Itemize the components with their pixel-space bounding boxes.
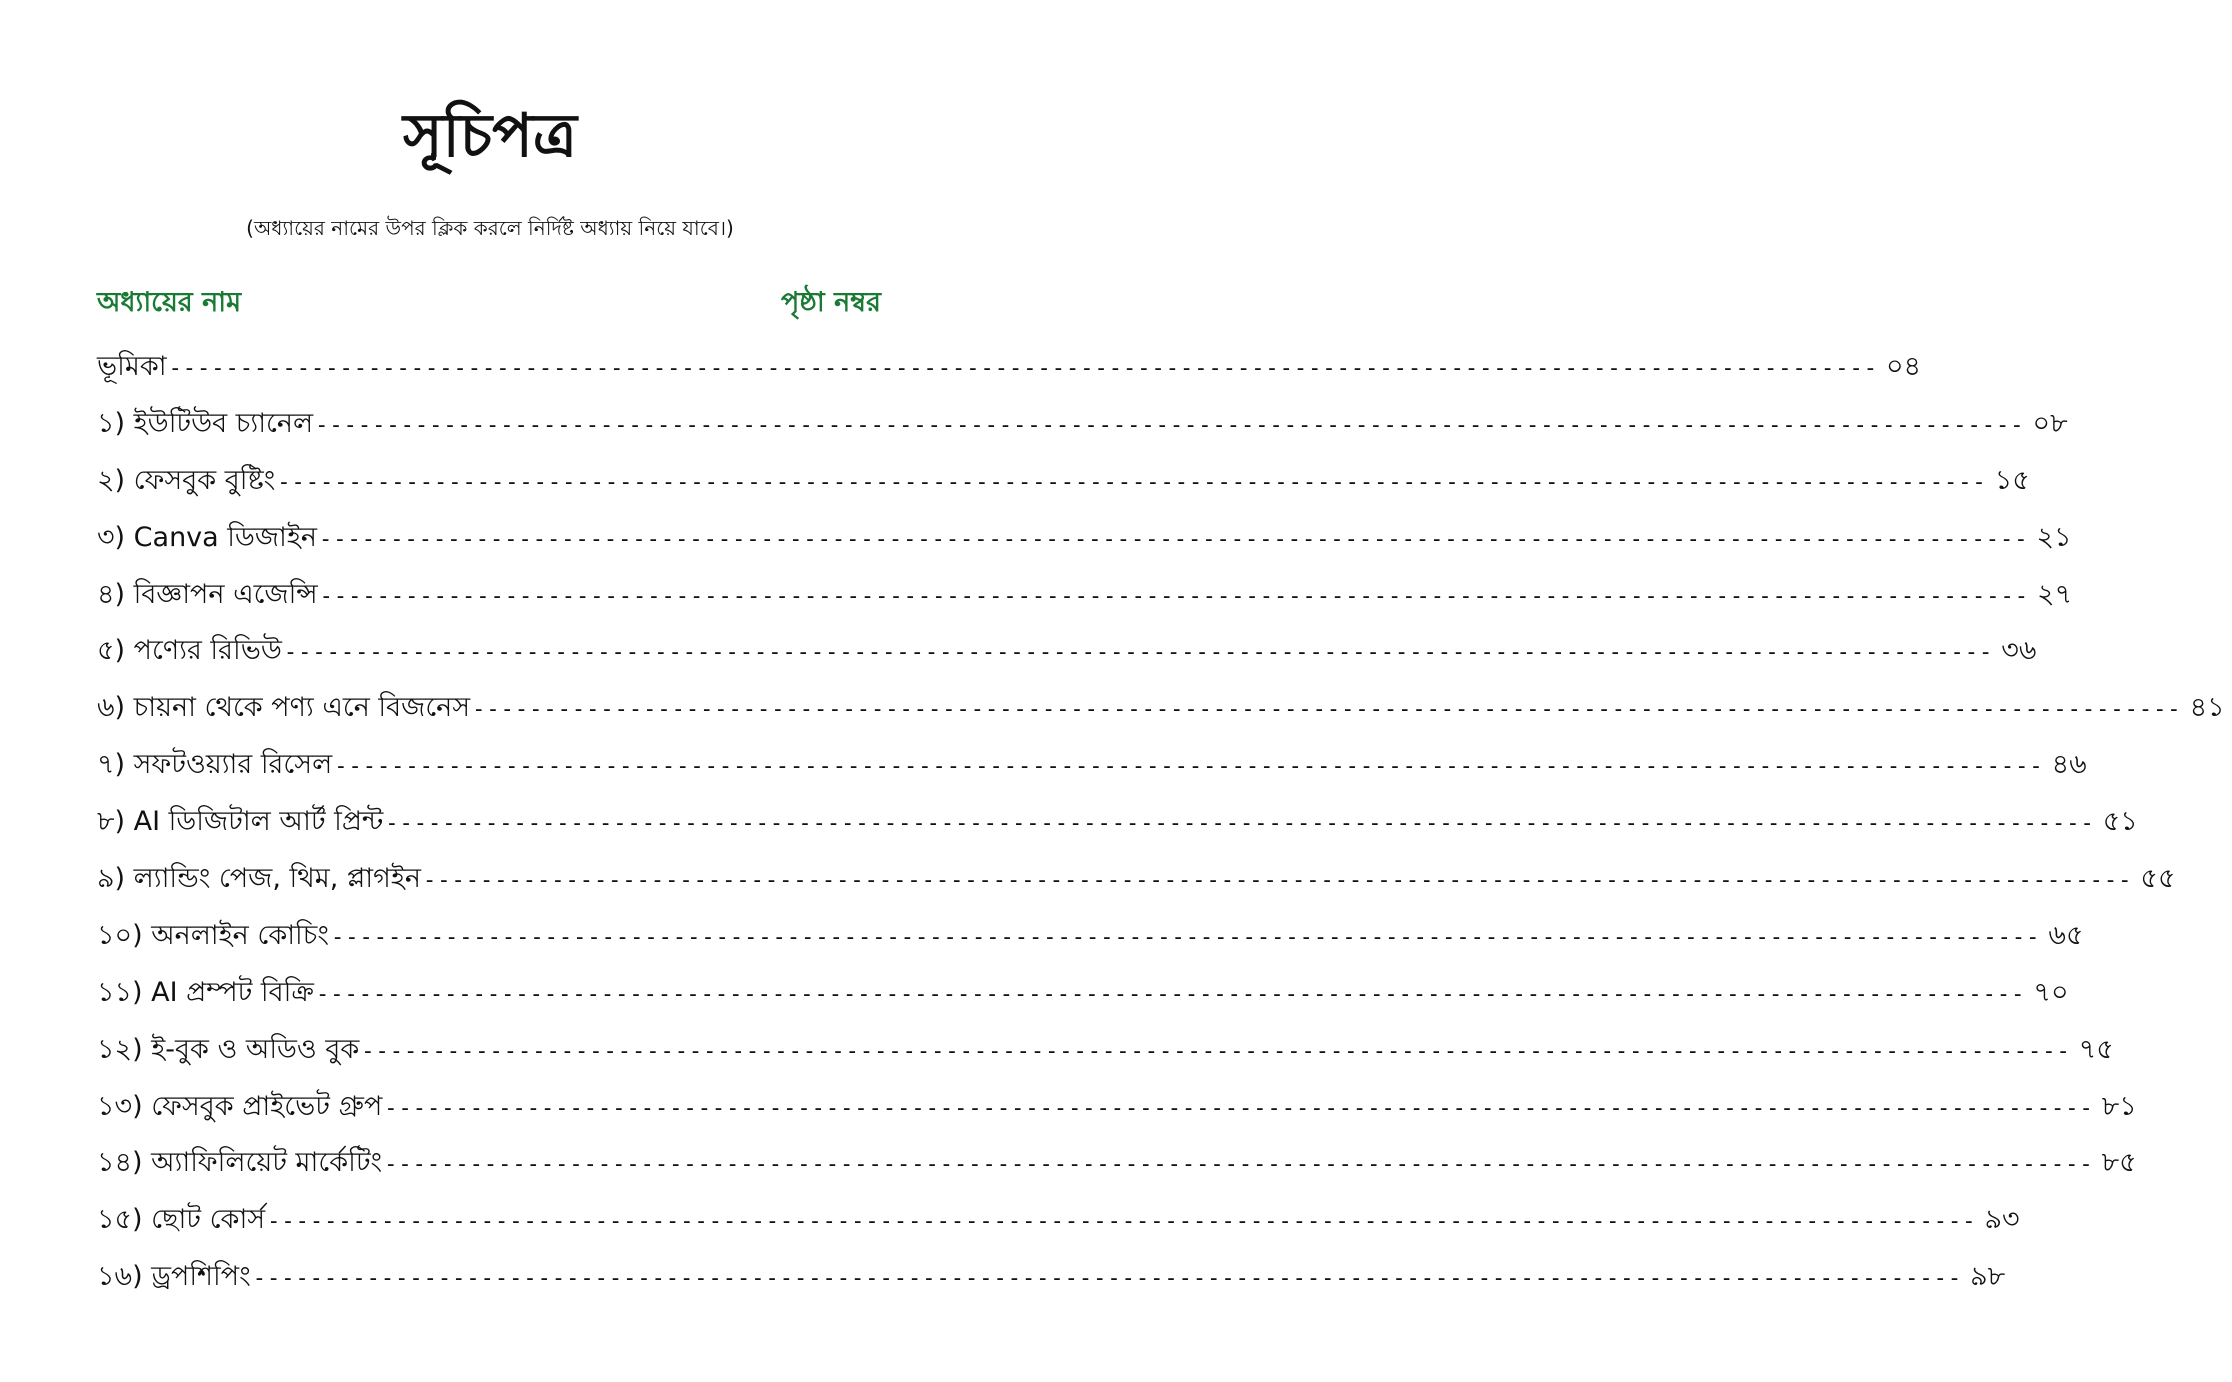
toc-entry-page[interactable]: ৭৫ (2078, 1033, 2114, 1065)
toc-entry-page[interactable]: ২১ (2036, 521, 2072, 553)
toc-entry[interactable] (97, 340, 1922, 397)
toc-entry-title[interactable]: ২) ফেসবুক বুষ্টিং (97, 464, 276, 496)
toc-entry-title[interactable]: ১৩) ফেসবুক প্রাইভেট গ্রুপ (97, 1090, 383, 1122)
instruction-note: (অধ্যায়ের নামের উপর ক্লিক করলে নির্দিষ্ট অধ্যায় নিয়ে যাবে।) (246, 216, 734, 240)
toc-entry-page[interactable]: ৬৫ (2048, 919, 2084, 951)
toc-entry-page[interactable]: ৮১ (2101, 1090, 2137, 1122)
toc-entry-title[interactable]: ১২) ই-বুক ও অডিও বুক (97, 1033, 360, 1065)
dash-leader: ------------------------------------------------------------------------------------------------------------------------ (267, 1209, 1977, 1235)
dash-leader: ------------------------------------------------------------------------------------------------------------------------ (252, 1266, 1963, 1292)
toc-entry-page[interactable]: ৯৩ (1984, 1204, 2020, 1236)
toc-entry-title[interactable]: ৬) চায়না থেকে পণ্য এনে বিজনেস (97, 692, 471, 724)
dash-leader: ------------------------------------------------------------------------------------------------------------------------ (472, 697, 2182, 723)
toc-entry-page[interactable]: ৯৮ (1970, 1261, 2006, 1293)
dash-leader: ------------------------------------------------------------------------------------------------------------------------ (384, 1152, 2094, 1178)
toc-entry-page[interactable]: ৫১ (2102, 806, 2138, 838)
dash-leader: ------------------------------------------------------------------------------------------------------------------------ (384, 1095, 2094, 1121)
dash-leader: ------------------------------------------------------------------------------------------------------------------------ (277, 469, 1987, 495)
toc-entry[interactable] (97, 1023, 2114, 1080)
toc-entry-page[interactable]: ৭০ (2033, 976, 2069, 1008)
toc-entry-title[interactable]: ১০) অনলাইন কোচিং (97, 919, 329, 951)
page-number-column-header: পৃষ্ঠা নম্বর (780, 287, 881, 318)
toc-entry-title[interactable]: ৮) AI ডিজিটাল আর্ট প্রিন্ট (97, 806, 384, 838)
toc-entry-title[interactable]: ৫) পণ্যের রিভিউ (97, 635, 282, 667)
toc-entry-page[interactable]: ০৮ (2032, 407, 2068, 439)
toc-entry[interactable] (97, 795, 2138, 852)
toc-entry[interactable] (97, 1136, 2137, 1193)
toc-entry-title[interactable]: ৭) সফটওয়্যার রিসেল (97, 749, 333, 781)
toc-entry-page[interactable]: ৪১ (2189, 692, 2225, 724)
toc-entry[interactable] (97, 397, 2068, 454)
toc-entry-page[interactable]: ৩৬ (2001, 635, 2037, 667)
dash-leader: ------------------------------------------------------------------------------------------------------------------------ (334, 754, 2044, 780)
toc-entry-title[interactable]: ১) ইউটিউব চ্যানেল (97, 407, 314, 439)
toc-entry[interactable] (97, 852, 2176, 909)
toc-entry-title[interactable]: ৯) ল্যান্ডিং পেজ, থিম, প্লাগইন (97, 862, 421, 894)
toc-entry[interactable] (97, 1250, 2006, 1307)
dash-leader: ------------------------------------------------------------------------------------------------------------------------ (319, 526, 2029, 552)
dash-leader: ------------------------------------------------------------------------------------------------------------------------ (168, 355, 1878, 381)
toc-entry-title[interactable]: ভূমিকা (97, 350, 167, 382)
toc-entry[interactable] (97, 966, 2069, 1023)
toc-entry-title[interactable]: ১৪) অ্যাফিলিয়েট মার্কেটিং (97, 1147, 383, 1179)
toc-entry[interactable] (97, 681, 2225, 738)
toc-entry[interactable] (97, 1080, 2137, 1137)
toc-entry-title[interactable]: ১১) AI প্রম্পট বিক্রি (97, 976, 314, 1008)
toc-entry-page[interactable]: ০৪ (1885, 350, 1922, 382)
toc-entry-page[interactable]: ২৭ (2037, 578, 2073, 610)
toc-entry-page[interactable]: ৫৫ (2140, 862, 2176, 894)
dash-leader: ------------------------------------------------------------------------------------------------------------------------ (423, 867, 2133, 893)
toc-entry-title[interactable]: ১৫) ছোট কোর্স (97, 1204, 266, 1236)
dash-leader: ------------------------------------------------------------------------------------------------------------------------ (361, 1038, 2071, 1064)
toc-entry[interactable] (97, 568, 2073, 625)
chapter-column-header: অধ্যায়ের নাম (97, 287, 242, 318)
toc-entry[interactable] (97, 738, 2087, 795)
toc-entry-title[interactable]: ৪) বিজ্ঞাপন এজেন্সি (97, 578, 318, 610)
toc-entry[interactable] (97, 454, 2030, 511)
toc-entry-title[interactable]: ১৬) ড্রপশিপিং (97, 1261, 251, 1293)
toc-entry-page[interactable]: ১৫ (1994, 464, 2030, 496)
toc-entry[interactable] (97, 909, 2084, 966)
dash-leader: ------------------------------------------------------------------------------------------------------------------------ (283, 640, 1994, 666)
toc-entry[interactable] (97, 1193, 2020, 1250)
toc-entry-title[interactable]: ৩) Canva ডিজাইন (97, 521, 318, 553)
dash-leader: ------------------------------------------------------------------------------------------------------------------------ (330, 924, 2041, 950)
dash-leader: ------------------------------------------------------------------------------------------------------------------------ (385, 811, 2095, 837)
toc-entry[interactable] (97, 624, 2037, 681)
toc-entry-page[interactable]: ৮৫ (2101, 1147, 2137, 1179)
dash-leader: ------------------------------------------------------------------------------------------------------------------------ (315, 981, 2026, 1007)
dash-leader: ------------------------------------------------------------------------------------------------------------------------ (319, 583, 2030, 609)
toc-entry-page[interactable]: ৪৬ (2051, 749, 2087, 781)
table-of-contents (97, 340, 2225, 1307)
page-title: সূচিপত্র (403, 101, 577, 171)
toc-entry[interactable] (97, 511, 2072, 568)
dash-leader: ------------------------------------------------------------------------------------------------------------------------ (315, 412, 2025, 438)
